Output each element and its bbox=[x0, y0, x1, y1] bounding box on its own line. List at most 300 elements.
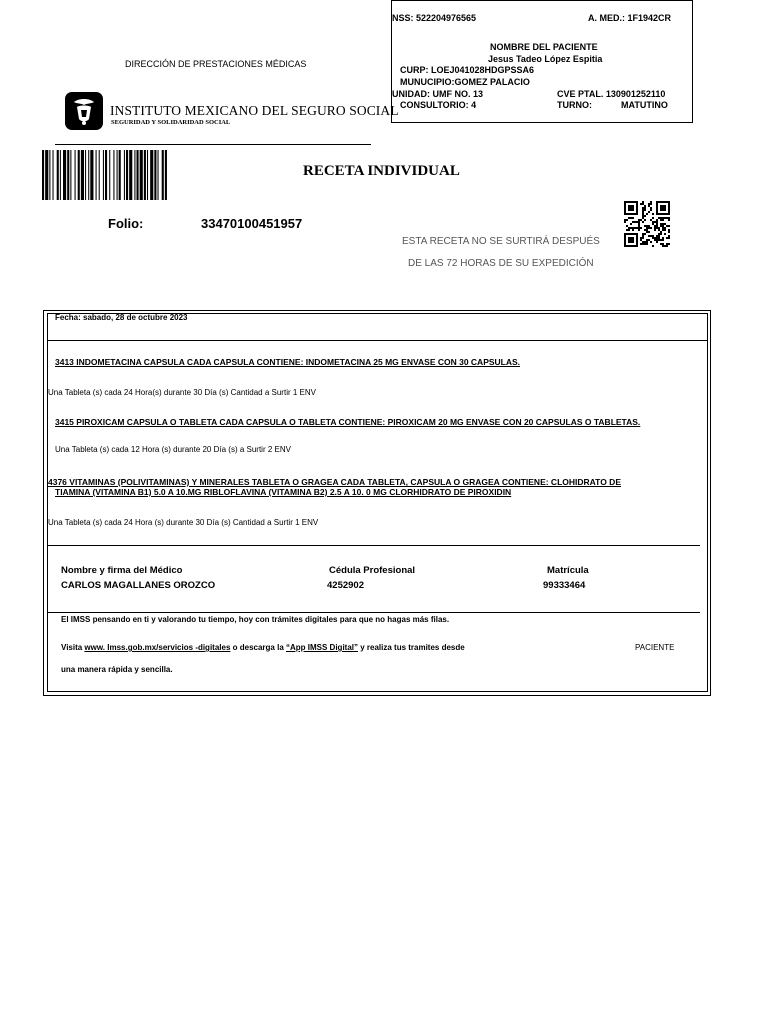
qr-module bbox=[636, 207, 638, 209]
qr-module bbox=[634, 233, 636, 235]
qr-module bbox=[652, 221, 654, 223]
qr-module bbox=[638, 219, 640, 221]
qr-code bbox=[624, 201, 670, 247]
qr-module bbox=[642, 243, 644, 245]
qr-module bbox=[626, 201, 628, 203]
qr-module bbox=[668, 243, 670, 245]
barcode-bar bbox=[144, 150, 146, 200]
barcode-bar bbox=[67, 150, 69, 200]
qr-module bbox=[668, 219, 670, 221]
qr-module bbox=[634, 221, 636, 223]
barcode-bar bbox=[126, 150, 128, 200]
qr-module bbox=[624, 235, 626, 237]
qr-module bbox=[658, 201, 660, 203]
imss-eagle-icon bbox=[65, 92, 103, 130]
qr-module bbox=[630, 241, 632, 243]
patient-info-box bbox=[391, 0, 693, 123]
barcode-bar bbox=[129, 150, 132, 200]
qr-module bbox=[642, 221, 644, 223]
qr-module bbox=[664, 229, 666, 231]
qr-module bbox=[636, 241, 638, 243]
barcode-bar bbox=[75, 150, 76, 200]
qr-module bbox=[642, 213, 644, 215]
qr-module bbox=[634, 213, 636, 215]
curp-field: CURP: LOEJ041028HDGPSSA6 bbox=[400, 65, 535, 75]
qr-module bbox=[668, 201, 670, 203]
turno-value: MATUTINO bbox=[621, 100, 668, 110]
qr-module bbox=[636, 221, 638, 223]
qr-module bbox=[650, 203, 652, 205]
qr-module bbox=[640, 237, 642, 239]
qr-module bbox=[636, 233, 638, 235]
qr-module bbox=[642, 233, 644, 235]
qr-module bbox=[656, 213, 658, 215]
qr-module bbox=[628, 209, 630, 211]
qr-module bbox=[624, 207, 626, 209]
qr-module bbox=[624, 243, 626, 245]
qr-module bbox=[662, 205, 664, 207]
qr-module bbox=[662, 223, 664, 225]
medication-item-line1: 4376 VITAMINAS (POLIVITAMINAS) Y MINERALES TABLETA O GRAGEA CADA TABLETA, CAPSULA O GRAGEA CONTIENE: CLOHIDRATO DE bbox=[48, 477, 621, 487]
qr-module bbox=[666, 213, 668, 215]
footer-divider bbox=[47, 612, 700, 613]
qr-module bbox=[648, 239, 650, 241]
qr-module bbox=[630, 237, 632, 239]
folio-value: 33470100451957 bbox=[201, 216, 303, 231]
qr-module bbox=[656, 219, 658, 221]
qr-module bbox=[632, 201, 634, 203]
qr-module bbox=[668, 209, 670, 211]
qr-module bbox=[660, 213, 662, 215]
qr-module bbox=[668, 205, 670, 207]
qr-module bbox=[660, 231, 662, 233]
qr-module bbox=[630, 227, 632, 229]
qr-module bbox=[644, 209, 646, 211]
qr-module bbox=[636, 209, 638, 211]
qr-module bbox=[662, 227, 664, 229]
qr-module bbox=[664, 205, 666, 207]
doctor-divider bbox=[47, 545, 700, 546]
qr-module bbox=[628, 207, 630, 209]
institute-tagline: SEGURIDAD Y SOLIDARIDAD SOCIAL bbox=[111, 119, 231, 126]
qr-module bbox=[656, 205, 658, 207]
qr-module bbox=[632, 229, 634, 231]
qr-module bbox=[632, 205, 634, 207]
dosage-text: Una Tableta (s) cada 12 Hora (s) durante 20 Día (s) a Surtir 2 ENV bbox=[55, 445, 291, 454]
qr-module bbox=[632, 233, 634, 235]
qr-module bbox=[662, 229, 664, 231]
qr-module bbox=[638, 221, 640, 223]
qr-module bbox=[630, 213, 632, 215]
qr-module bbox=[658, 229, 660, 231]
qr-module bbox=[644, 243, 646, 245]
qr-module bbox=[646, 241, 648, 243]
qr-module bbox=[644, 225, 646, 227]
visit-line-end: una manera rápida y sencilla. bbox=[61, 665, 173, 674]
qr-module bbox=[644, 229, 646, 231]
qr-module bbox=[648, 211, 650, 213]
institute-name: INSTITUTO MEXICANO DEL SEGURO SOCIAL bbox=[110, 103, 399, 118]
qr-module bbox=[650, 235, 652, 237]
barcode bbox=[42, 150, 290, 200]
qr-module bbox=[660, 201, 662, 203]
qr-module bbox=[646, 213, 648, 215]
qr-module bbox=[626, 245, 628, 247]
qr-module bbox=[626, 233, 628, 235]
barcode-bar bbox=[162, 150, 164, 200]
qr-module bbox=[628, 245, 630, 247]
qr-module bbox=[654, 227, 656, 229]
barcode-bar bbox=[165, 150, 167, 200]
medication-item: 3415 PIROXICAM CAPSULA O TABLETA CADA CAPSULA O TABLETA CONTIENE: PIROXICAM 20 MG ENVASE CON 20 CAPSULAS O TABLETAS. bbox=[55, 417, 641, 427]
qr-module bbox=[662, 201, 664, 203]
qr-module bbox=[648, 203, 650, 205]
qr-module bbox=[636, 243, 638, 245]
qr-module bbox=[626, 213, 628, 215]
matricula-label: Matrícula bbox=[547, 565, 589, 576]
qr-module bbox=[632, 227, 634, 229]
qr-module bbox=[642, 209, 644, 211]
municipio-field: MUNUCIPIO:GOMEZ PALACIO bbox=[400, 77, 530, 87]
medication-item-line2: TIAMINA (VITAMINA B1) 5.0 A 10.MG RIBLOFLAVINA (VITAMINA B2) 2.5 A 10. 0 MG CLORHIDRATO DE PIROXIDIN bbox=[55, 487, 512, 497]
barcode-bar bbox=[60, 150, 61, 200]
visit-prefix: Visita bbox=[61, 643, 85, 652]
qr-module bbox=[658, 213, 660, 215]
qr-module bbox=[656, 203, 658, 205]
barcode-bar bbox=[49, 150, 50, 200]
qr-module bbox=[656, 223, 658, 225]
barcode-bar bbox=[88, 150, 89, 200]
qr-module bbox=[646, 239, 648, 241]
qr-module bbox=[662, 243, 664, 245]
qr-module bbox=[668, 217, 670, 219]
qr-module bbox=[630, 201, 632, 203]
qr-module bbox=[652, 217, 654, 219]
qr-module bbox=[646, 225, 648, 227]
qr-module bbox=[628, 201, 630, 203]
qr-module bbox=[636, 201, 638, 203]
barcode-bar bbox=[137, 150, 139, 200]
qr-module bbox=[658, 239, 660, 241]
qr-module bbox=[630, 245, 632, 247]
qr-module bbox=[624, 219, 626, 221]
qr-module bbox=[646, 227, 648, 229]
qr-module bbox=[664, 223, 666, 225]
barcode-bar bbox=[140, 150, 143, 200]
qr-module bbox=[668, 211, 670, 213]
qr-module bbox=[646, 229, 648, 231]
qr-module bbox=[644, 233, 646, 235]
nss-field: NSS: 522204976565 bbox=[392, 13, 477, 23]
qr-module bbox=[660, 207, 662, 209]
qr-module bbox=[652, 235, 654, 237]
barcode-bar bbox=[154, 150, 156, 200]
qr-module bbox=[624, 245, 626, 247]
qr-module bbox=[636, 213, 638, 215]
barcode-bar bbox=[124, 150, 125, 200]
qr-module bbox=[636, 205, 638, 207]
qr-module bbox=[632, 239, 634, 241]
prescription-date: Fecha: sabado, 28 de octubre 2023 bbox=[55, 313, 188, 322]
qr-module bbox=[662, 209, 664, 211]
qr-module bbox=[644, 219, 646, 221]
qr-module bbox=[660, 243, 662, 245]
qr-module bbox=[636, 203, 638, 205]
qr-module bbox=[636, 237, 638, 239]
qr-module bbox=[666, 245, 668, 247]
turno-label: TURNO: bbox=[557, 100, 592, 110]
qr-module bbox=[656, 207, 658, 209]
copy-label: PACIENTE bbox=[635, 643, 675, 652]
qr-module bbox=[626, 219, 628, 221]
barcode-bar bbox=[42, 150, 44, 200]
qr-module bbox=[650, 227, 652, 229]
qr-module bbox=[628, 241, 630, 243]
consultorio-field: CONSULTORIO: 4 bbox=[400, 100, 477, 110]
cedula-value: 4252902 bbox=[327, 580, 364, 591]
qr-module bbox=[652, 237, 654, 239]
qr-module bbox=[636, 227, 638, 229]
qr-module bbox=[658, 227, 660, 229]
qr-module bbox=[624, 237, 626, 239]
barcode-bar bbox=[147, 150, 148, 200]
qr-module bbox=[632, 237, 634, 239]
qr-module bbox=[624, 209, 626, 211]
qr-module bbox=[660, 239, 662, 241]
direccion-label: DIRECCIÓN DE PRESTACIONES MÉDICAS bbox=[125, 59, 307, 69]
qr-module bbox=[640, 227, 642, 229]
qr-module bbox=[658, 235, 660, 237]
qr-module bbox=[630, 205, 632, 207]
qr-module bbox=[630, 217, 632, 219]
qr-module bbox=[640, 243, 642, 245]
visit-line bbox=[61, 643, 465, 652]
cve-ptal-field: CVE PTAL. 130901252110 bbox=[557, 89, 666, 99]
barcode-bar bbox=[90, 150, 93, 200]
qr-module bbox=[628, 229, 630, 231]
app-imss-digital-link[interactable]: “App IMSS Digital” bbox=[286, 643, 358, 652]
qr-module bbox=[636, 211, 638, 213]
qr-module bbox=[656, 209, 658, 211]
qr-module bbox=[630, 207, 632, 209]
header-divider bbox=[55, 144, 371, 145]
qr-module bbox=[628, 233, 630, 235]
qr-module bbox=[634, 245, 636, 247]
qr-module bbox=[628, 205, 630, 207]
qr-module bbox=[656, 239, 658, 241]
qr-module bbox=[642, 241, 644, 243]
expiry-notice-line1: ESTA RECETA NO SE SURTIRÁ DESPUÉS bbox=[402, 236, 600, 247]
qr-module bbox=[662, 207, 664, 209]
qr-module bbox=[656, 235, 658, 237]
qr-module bbox=[642, 211, 644, 213]
qr-module bbox=[664, 233, 666, 235]
qr-module bbox=[656, 225, 658, 227]
qr-module bbox=[650, 201, 652, 203]
qr-module bbox=[660, 225, 662, 227]
qr-module bbox=[646, 231, 648, 233]
qr-module bbox=[656, 227, 658, 229]
barcode-bar bbox=[99, 150, 100, 200]
qr-module bbox=[632, 213, 634, 215]
qr-module bbox=[648, 205, 650, 207]
patient-name-label: NOMBRE DEL PACIENTE bbox=[490, 42, 598, 52]
qr-module bbox=[664, 207, 666, 209]
qr-module bbox=[662, 245, 664, 247]
qr-module bbox=[644, 207, 646, 209]
dosage-text: Una Tableta (s) cada 24 Hora(s) durante 30 Día (s) Cantidad a Surtir 1 ENV bbox=[48, 388, 316, 397]
cedula-label: Cédula Profesional bbox=[329, 565, 416, 576]
qr-module bbox=[644, 241, 646, 243]
qr-module bbox=[628, 227, 630, 229]
qr-module bbox=[640, 203, 642, 205]
qr-module bbox=[624, 233, 626, 235]
qr-module bbox=[632, 217, 634, 219]
qr-module bbox=[642, 235, 644, 237]
qr-module bbox=[650, 209, 652, 211]
qr-module bbox=[628, 239, 630, 241]
qr-module bbox=[630, 239, 632, 241]
qr-module bbox=[660, 205, 662, 207]
qr-module bbox=[668, 207, 670, 209]
qr-module bbox=[658, 217, 660, 219]
barcode-bar bbox=[158, 150, 159, 200]
qr-module bbox=[646, 243, 648, 245]
qr-module bbox=[664, 217, 666, 219]
qr-module bbox=[648, 235, 650, 237]
qr-module bbox=[656, 211, 658, 213]
qr-module bbox=[668, 229, 670, 231]
qr-module bbox=[666, 201, 668, 203]
qr-module bbox=[630, 233, 632, 235]
qr-module bbox=[666, 225, 668, 227]
qr-module bbox=[666, 237, 668, 239]
qr-module bbox=[662, 217, 664, 219]
qr-module bbox=[650, 207, 652, 209]
qr-module bbox=[654, 225, 656, 227]
qr-module bbox=[636, 239, 638, 241]
qr-module bbox=[632, 207, 634, 209]
qr-module bbox=[632, 245, 634, 247]
qr-module bbox=[656, 221, 658, 223]
qr-module bbox=[624, 213, 626, 215]
unidad-field: UNIDAD: UMF NO. 13 bbox=[392, 89, 484, 99]
qr-module bbox=[668, 231, 670, 233]
qr-module bbox=[640, 239, 642, 241]
qr-module bbox=[626, 229, 628, 231]
barcode-bar bbox=[57, 150, 59, 200]
date-divider bbox=[47, 340, 708, 341]
prescription-inner-border bbox=[47, 313, 708, 692]
barcode-bar bbox=[103, 150, 104, 200]
qr-module bbox=[662, 213, 664, 215]
qr-module bbox=[664, 209, 666, 211]
qr-module bbox=[660, 223, 662, 225]
qr-module bbox=[658, 233, 660, 235]
qr-module bbox=[638, 225, 640, 227]
visit-suffix: y realiza tus tramites desde bbox=[358, 643, 465, 652]
barcode-bar bbox=[134, 150, 135, 200]
barcode-bar bbox=[105, 150, 107, 200]
patient-name: Jesus Tadeo López Espitia bbox=[488, 54, 603, 64]
dosage-text: Una Tableta (s) cada 24 Hora (s) durante 30 Día (s) Cantidad a Surtir 1 ENV bbox=[48, 518, 319, 527]
qr-module bbox=[664, 213, 666, 215]
qr-module bbox=[630, 223, 632, 225]
qr-module bbox=[664, 245, 666, 247]
qr-module bbox=[660, 233, 662, 235]
qr-module bbox=[660, 209, 662, 211]
qr-module bbox=[628, 237, 630, 239]
qr-module bbox=[624, 241, 626, 243]
barcode-bar bbox=[78, 150, 80, 200]
qr-module bbox=[668, 203, 670, 205]
qr-module bbox=[652, 213, 654, 215]
qr-module bbox=[668, 235, 670, 237]
barcode-bar bbox=[63, 150, 66, 200]
qr-module bbox=[632, 241, 634, 243]
qr-module bbox=[638, 229, 640, 231]
qr-module bbox=[628, 213, 630, 215]
qr-module bbox=[666, 217, 668, 219]
amed-field: A. MED.: 1F1942CR bbox=[588, 13, 672, 23]
doctor-name-label: Nombre y firma del Médico bbox=[61, 565, 183, 576]
qr-module bbox=[624, 201, 626, 203]
imss-services-link[interactable]: www. Imss.gob.mx/servicios -digitales bbox=[84, 643, 231, 652]
qr-module bbox=[650, 219, 652, 221]
qr-module bbox=[664, 201, 666, 203]
qr-module bbox=[654, 239, 656, 241]
qr-module bbox=[662, 237, 664, 239]
barcode-bar bbox=[113, 150, 114, 200]
qr-module bbox=[658, 237, 660, 239]
qr-module bbox=[632, 221, 634, 223]
barcode-bar bbox=[96, 150, 97, 200]
medication-item: 3413 INDOMETACINA CAPSULA CADA CAPSULA CONTIENE: INDOMETACINA 25 MG ENVASE CON 30 CAPSULAS. bbox=[55, 357, 521, 367]
qr-module bbox=[662, 239, 664, 241]
qr-module bbox=[624, 239, 626, 241]
qr-module bbox=[648, 225, 650, 227]
qr-module bbox=[642, 203, 644, 205]
qr-module bbox=[632, 209, 634, 211]
qr-module bbox=[656, 201, 658, 203]
document-title: RECETA INDIVIDUAL bbox=[303, 163, 460, 179]
qr-module bbox=[642, 217, 644, 219]
qr-module bbox=[654, 237, 656, 239]
qr-module bbox=[668, 237, 670, 239]
barcode-bar bbox=[81, 150, 84, 200]
qr-module bbox=[638, 223, 640, 225]
qr-module bbox=[642, 237, 644, 239]
qr-module bbox=[668, 213, 670, 215]
qr-module bbox=[666, 243, 668, 245]
visit-middle: o descarga la bbox=[230, 643, 286, 652]
barcode-bar bbox=[70, 150, 71, 200]
qr-module bbox=[656, 241, 658, 243]
qr-module bbox=[644, 205, 646, 207]
qr-module bbox=[636, 235, 638, 237]
qr-module bbox=[630, 209, 632, 211]
qr-module bbox=[626, 225, 628, 227]
barcode-bar bbox=[53, 150, 54, 200]
qr-module bbox=[624, 211, 626, 213]
qr-module bbox=[624, 205, 626, 207]
qr-module bbox=[652, 245, 654, 247]
qr-module bbox=[654, 221, 656, 223]
expiry-notice-line2: DE LAS 72 HORAS DE SU EXPEDICIÓN bbox=[408, 258, 594, 269]
barcode-bar bbox=[45, 150, 48, 200]
barcode-bar bbox=[117, 150, 118, 200]
qr-module bbox=[642, 201, 644, 203]
